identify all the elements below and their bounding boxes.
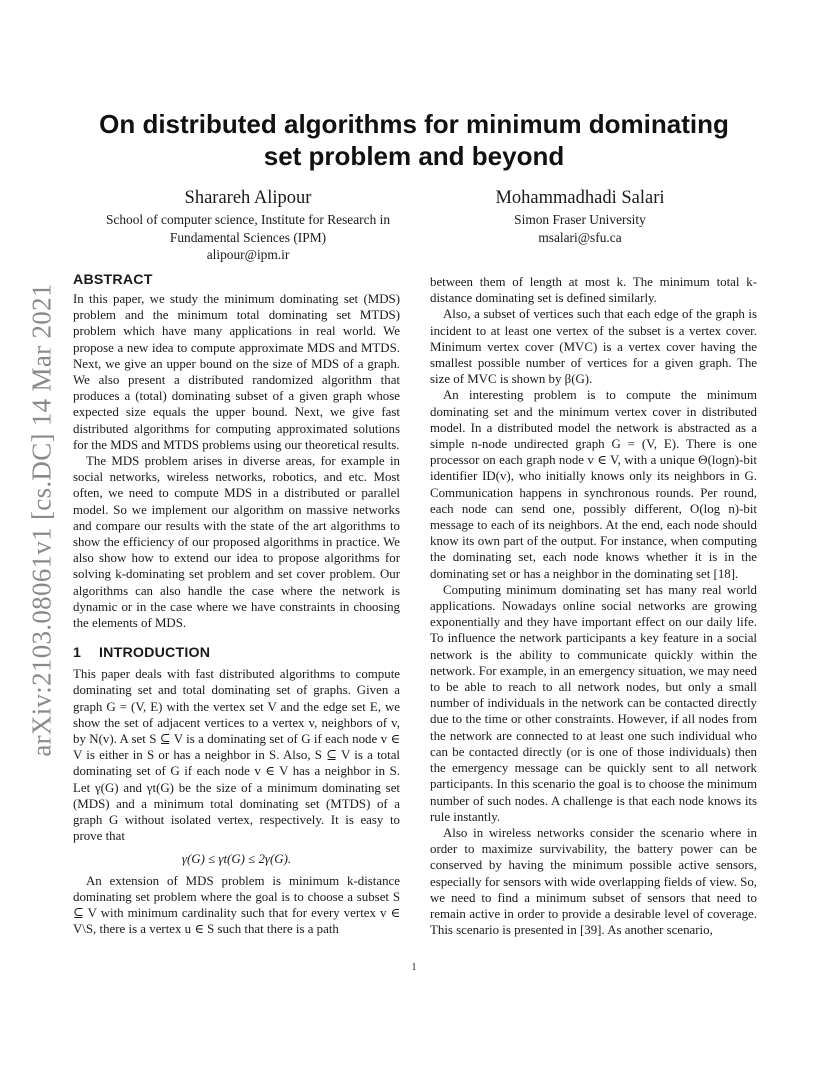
author-email: msalari@sfu.ca (538, 229, 622, 245)
author-affiliation: Simon Fraser University (514, 212, 646, 227)
left-column (73, 271, 400, 938)
paper-title (70, 108, 758, 172)
section-title: INTRODUCTION (99, 645, 211, 662)
author-block-2 (430, 186, 730, 246)
author-name: Mohammadhadi Salari (495, 188, 665, 208)
body-paragraph: between them of length at most k. The minimum total k-distance dominating set is defined similarly. (430, 275, 757, 306)
author-affiliation: School of computer science, Institute for Research in (105, 212, 391, 227)
section-heading-introduction (73, 644, 400, 662)
section-number: 1 (73, 645, 82, 662)
abstract-paragraph: In this paper, we study the minimum dominating set (MDS) problem and the minimum total dominating set MTDS) problem which have many applications in real world. We propose a new idea to compute approximate MDS and MTDS. Next, we give an upper bound on the size of MDS of a graph. We also present a distributed randomized algorithm that produces a (total) dominating subset of a given graph whose expected size equals the upper bound. Next, we give fast distributed algorithms for computing approximated solutions for the MDS and MTDS problems using our theoretical results. (73, 292, 400, 452)
body-paragraph: This paper deals with fast distributed algorithms to compute dominating set and total dominating set of graphs. Given a graph G = (V, E) with the vertex set V and the edge set E, we show the set of adjacent vertices to a vertex v, neighbors of v, by N(v). A set S ⊆ V is a dominating set of G if each node v ∈ V is either in S or has a neighbor in S. Also, S ⊆ V is a total dominating set of G if each node v ∈ V has a neighbor in S. Let γ(G) and γt(G) be the size of a minimum dominating set (MDS) and a minimum total dominating set (MTDS) of a graph G without isolated vertex, respectively. It is easy to prove that (73, 667, 400, 844)
arxiv-identifier-stamp (22, 280, 62, 760)
right-column (430, 274, 757, 938)
page-number: 1 (411, 962, 417, 973)
abstract-heading: ABSTRACT (73, 272, 153, 288)
body-paragraph: Computing minimum dominating set has many real world applications. Nowadays online social networks are growing exponentially and they have important effect on our daily life. To influence the network participants a key feature in a social network is the ability to communicate quickly within the network. For example, in an emergency situation, we may need to be able to reach to all network nodes, but only a small number of individuals in the network can be contacted directly due to the time or other constraints. However, if all nodes from the network are connected to at least one such individual who can be contacted directly (or is one of those individuals) then the emergency message can be quickly sent to all network participants. In this scenario the goal is to choose the minimum number of such nodes. A challenge is that each node knows its rule instantly. (430, 582, 757, 824)
title-line-2: set problem and beyond (263, 141, 565, 171)
author-affiliation: Fundamental Sciences (IPM) (169, 229, 327, 245)
arxiv-identifier-text: arXiv:2103.08061v1 [cs.DC] 14 Mar 2021 (26, 283, 57, 757)
author-email: alipour@ipm.ir (206, 247, 290, 262)
body-paragraph: Also in wireless networks consider the scenario where in order to maximize survivability, the battery power can be conserved by having the minimum possible active sensors, especially for sensors with wide overlapping fields of view. So, we need to find a minimum subset of sensors that need to remain active in order to provide a desirable level of coverage. This scenario is presented in [39]. As another scenario, (430, 825, 757, 938)
abstract-paragraph: The MDS problem arises in diverse areas, for example in social networks, wireless networks, robotics, and etc. Most often, we need to compute MDS in a distributed or parallel model. So we implement our algorithm on massive networks and compare our results with the state of the art algorithms to show the efficiency of our proposed algorithms in practice. We also show how to extend our idea to propose algorithms for solving k-dominating set problem and set cover problem. Our algorithms can also handle the case where the network is dynamic or in the case where we have constraints in choosing the elements of MDS. (73, 454, 400, 631)
author-name: Sharareh Alipour (184, 188, 312, 208)
body-paragraph: Also, a subset of vertices such that each edge of the graph is incident to at least one vertex of the subset is a vertex cover. Minimum vertex cover (MVC) is a vertex cover having the smallest possible number of vertices for a given graph. The size of MVC is shown by β(G). (430, 307, 757, 387)
body-paragraph: An extension of MDS problem is minimum k-distance dominating set problem where the goal is to choose a subset S ⊆ V with minimum cardinality such that for every vertex v ∈ V\S, there is a vertex u ∈ S such that there is a path (73, 873, 400, 937)
body-paragraph: An interesting problem is to compute the minimum dominating set and the minimum vertex cover in distributed model. In a distributed model the network is abstracted as a simple n-node undirected graph G = (V, E). There is one processor on each graph node v ∈ V, with a unique Θ(logn)-bit identifier ID(v), who initially knows only its neighbors in G. Communication happens in synchronous rounds. Per round, each node can send one, possibly different, O(log n)-bit message to each of its neighbors. At the end, each node should know its own part of the output. For instance, when computing the dominating set, each node knows whether it is in the dominating set or has a neighbor in the dominating set [18]. (430, 388, 757, 581)
title-line-1: On distributed algorithms for minimum dominating (99, 109, 729, 139)
display-equation: γ(G) ≤ γt(G) ≤ 2γ(G). (181, 851, 292, 866)
author-block-1 (80, 186, 416, 264)
